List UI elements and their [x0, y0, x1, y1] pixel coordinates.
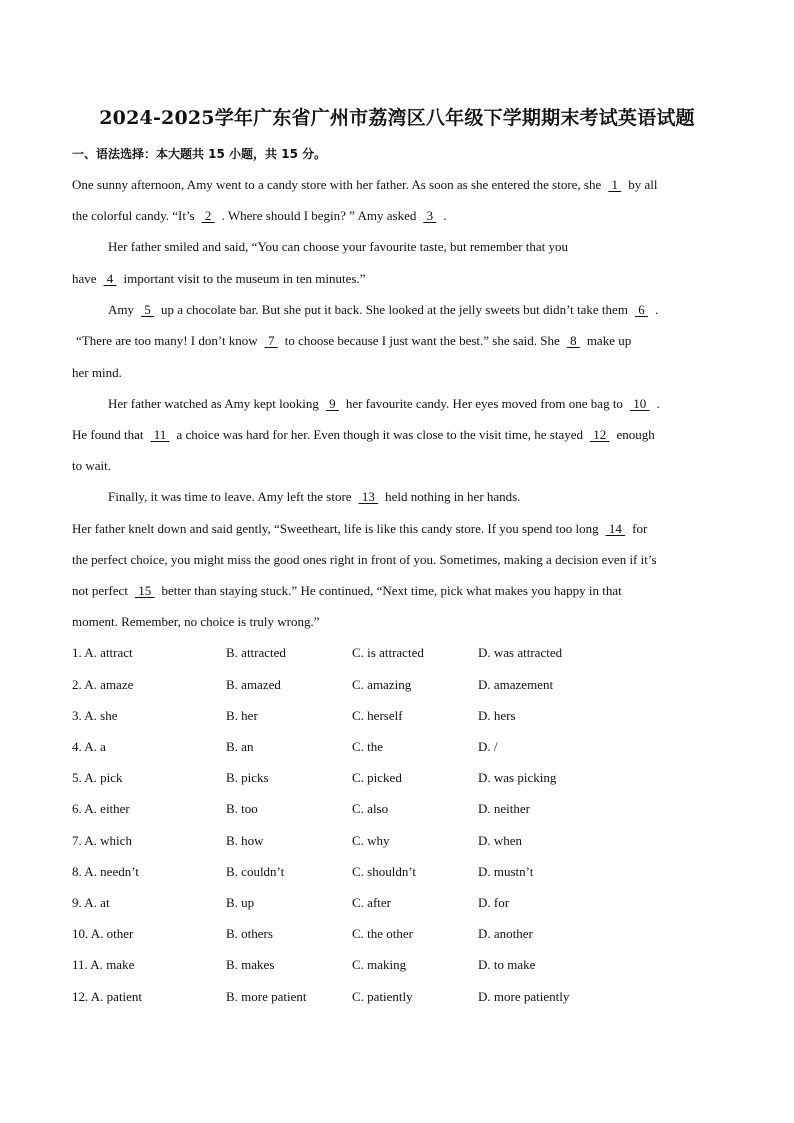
option-b: B. makes [226, 957, 275, 972]
question-row [72, 645, 722, 661]
option-b: B. up [226, 895, 255, 910]
question-row [72, 770, 722, 786]
passage-line: the perfect choice, you might miss the good ones right in front of you. Sometimes, making a decision even if it’s [72, 552, 657, 567]
passage-line: Finally, it was time to leave. Amy left the store 13 held nothing in her hands. [108, 489, 521, 504]
option-d: D. more patiently [478, 989, 570, 1004]
option-a: 11. A. make [72, 957, 135, 972]
blank: 12 [590, 427, 610, 442]
blank: 8 [566, 333, 580, 348]
passage-line: moment. Remember, no choice is truly wrong.” [72, 614, 320, 629]
option-d: D. another [478, 926, 533, 941]
option-a: 8. A. needn’t [72, 864, 139, 879]
option-a: 4. A. a [72, 739, 106, 754]
passage-line: Her father watched as Amy kept looking 9 her favourite candy. Her eyes moved from one bag to 10 . [108, 396, 660, 411]
blank: 13 [358, 489, 379, 504]
question-row [72, 957, 722, 973]
question-row [72, 989, 722, 1005]
blank: 6 [634, 302, 648, 317]
question-row [72, 926, 722, 942]
passage-line: have 4 important visit to the museum in ten minutes.” [72, 271, 366, 286]
passage-line: He found that 11 a choice was hard for her. Even though it was close to the visit time, he stayed 12 enough [72, 427, 655, 442]
option-c: C. making [352, 957, 407, 972]
option-b: B. her [226, 708, 258, 723]
option-b: B. others [226, 926, 273, 941]
option-b: B. picks [226, 770, 269, 785]
option-c: C. amazing [352, 677, 412, 692]
option-c: C. picked [352, 770, 402, 785]
passage-line: Amy 5 up a chocolate bar. But she put it back. She looked at the jelly sweets but didn’t take them 6 . [108, 302, 659, 317]
passage-line: “There are too many! I don’t know 7 to choose because I just want the best.” she said. She 8 make up [76, 333, 632, 348]
passage-line: not perfect 15 better than staying stuck.” He continued, “Next time, pick what makes you happy in that [72, 583, 622, 598]
option-d: D. amazement [478, 677, 554, 692]
option-d: D. neither [478, 801, 530, 816]
blank: 5 [141, 302, 154, 317]
blank: 10 [629, 396, 650, 411]
blank: 2 [201, 208, 215, 223]
passage-line: the colorful candy. “It’s 2 . Where should I begin? ” Amy asked 3 . [72, 208, 447, 223]
option-b: B. attracted [226, 645, 286, 660]
option-a: 6. A. either [72, 801, 130, 816]
question-row [72, 801, 722, 817]
option-b: B. amazed [226, 677, 281, 692]
blank: 11 [150, 427, 170, 442]
option-d: D. was attracted [478, 645, 563, 660]
option-c: C. herself [352, 708, 403, 723]
passage-line: Her father smiled and said, “You can choose your favourite taste, but remember that you [108, 239, 569, 254]
option-a: 10. A. other [72, 926, 134, 941]
option-c: C. patiently [352, 989, 413, 1004]
blank: 1 [608, 177, 622, 192]
section-heading: 一、语法选择：本大题共 15 小题，共 15 分。 [72, 147, 327, 161]
option-d: D. when [478, 833, 523, 848]
question-row [72, 864, 722, 880]
option-d: D. mustn’t [478, 864, 534, 879]
option-b: B. an [226, 739, 254, 754]
option-b: B. more patient [226, 989, 307, 1004]
option-d: D. hers [478, 708, 516, 723]
passage-line: Her father knelt down and said gently, “Sweetheart, life is like this candy store. If you spend too long 14 for [72, 521, 648, 536]
option-a: 7. A. which [72, 833, 132, 848]
blank: 3 [423, 208, 437, 223]
question-row [72, 895, 722, 911]
option-c: C. also [352, 801, 389, 816]
question-row [72, 677, 722, 693]
question-row [72, 739, 722, 755]
option-a: 9. A. at [72, 895, 110, 910]
option-a: 12. A. patient [72, 989, 143, 1004]
option-c: C. after [352, 895, 391, 910]
option-c: C. the [352, 739, 384, 754]
passage-line: One sunny afternoon, Amy went to a candy store with her father. As soon as she entered the store, she 1 by all [72, 177, 658, 192]
option-a: 2. A. amaze [72, 677, 134, 692]
blank: 4 [103, 271, 117, 286]
option-a: 3. A. she [72, 708, 118, 723]
passage-line: her mind. [72, 365, 122, 380]
blank: 15 [134, 583, 155, 598]
option-c: C. why [352, 833, 390, 848]
option-b: B. couldn’t [226, 864, 285, 879]
option-a: 1. A. attract [72, 645, 133, 660]
page-title: 2024-2025学年广东省广州市荔湾区八年级下学期期末考试英语试题 [99, 107, 695, 129]
option-d: D. for [478, 895, 510, 910]
option-b: B. how [226, 833, 264, 848]
blank: 7 [264, 333, 278, 348]
option-d: D. to make [478, 957, 536, 972]
option-c: C. shouldn’t [352, 864, 417, 879]
passage-line: to wait. [72, 458, 111, 473]
question-row [72, 708, 722, 724]
blank: 9 [325, 396, 339, 411]
blank: 14 [605, 521, 626, 536]
option-c: C. is attracted [352, 645, 424, 660]
option-b: B. too [226, 801, 258, 816]
option-c: C. the other [352, 926, 414, 941]
question-row [72, 833, 722, 849]
option-d: D. / [478, 739, 498, 754]
option-a: 5. A. pick [72, 770, 123, 785]
option-d: D. was picking [478, 770, 557, 785]
